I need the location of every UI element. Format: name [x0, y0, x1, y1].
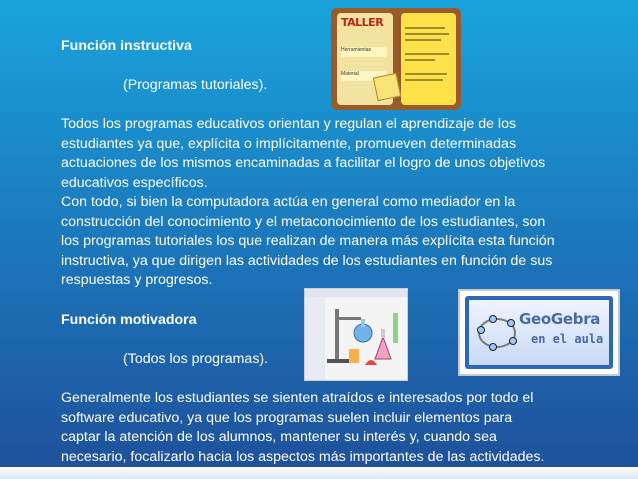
section-instructiva	[61, 37, 581, 291]
note-icon	[373, 73, 401, 101]
taller-item: Material	[341, 71, 387, 81]
taller-screenshot-image	[331, 8, 461, 110]
section-heading: Función motivadora	[61, 312, 197, 328]
geogebra-title: GeoGebra	[519, 310, 601, 328]
whiteboard	[465, 296, 613, 369]
taller-item: Herramientas	[341, 47, 387, 57]
section-subheading: (Programas tutoriales).	[123, 77, 268, 93]
bottom-strip	[0, 467, 638, 479]
geogebra-subtitle: en el aula	[531, 332, 604, 346]
section-heading: Función instructiva	[61, 38, 192, 54]
geogebra-logo-icon	[473, 308, 521, 358]
lab-equipment-icon	[305, 289, 407, 380]
section-subheading: (Todos los programas).	[123, 351, 269, 367]
section-paragraph: Generalmente los estudiantes se sienten atraídos e interesados por todo el software educativo, ya que los programas suelen incluir elementos para captar la atención de los alumnos, mantener su interés y, cuando sea necesario, focalizarlo hacia los aspectos más importantes de las actividades.	[61, 390, 545, 465]
lab-software-image	[304, 288, 408, 381]
taller-content-panel	[401, 13, 456, 105]
section-paragraph: Todos los programas educativos orientan y regulan el aprendizaje de los estudiantes ya que, explícita o implícitamente, promueven determinadas actuaciones de los mismos encaminadas a facilitar el logro de unos objetivos educativos específicos. Con todo, si bien la computadora actúa en general como mediador en la construcción del conocimiento y el metaconocimiento de los estudiantes, son los programas tutoriales los que realizan de manera más explícita esta función instructiva, ya que dirigen las actividades de los estudiantes en función de sus respuestas y progresos.	[61, 116, 555, 288]
geogebra-image	[458, 289, 620, 376]
taller-title: TALLER	[341, 16, 384, 29]
taller-menu-panel	[337, 13, 393, 105]
